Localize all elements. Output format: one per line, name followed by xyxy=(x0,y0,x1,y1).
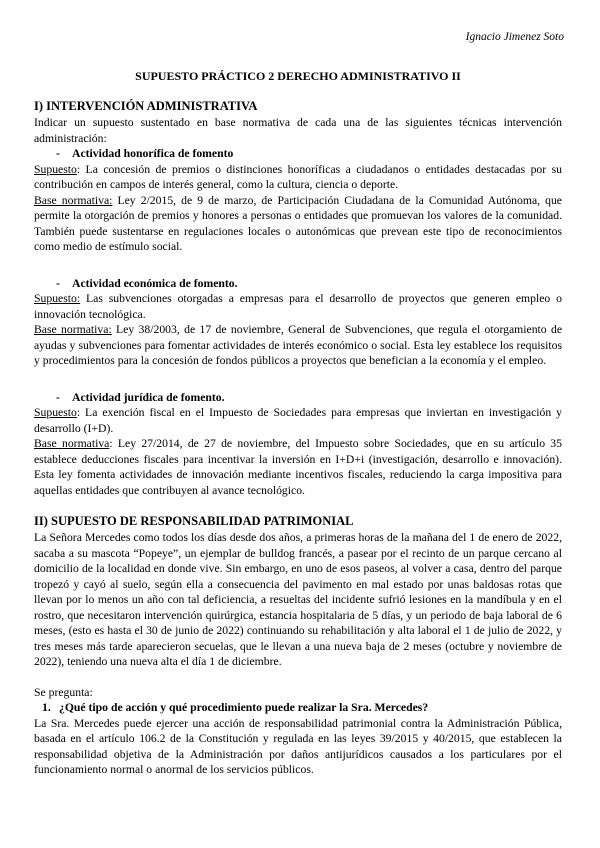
subsection-legal-title xyxy=(34,390,562,406)
question-intro: Se pregunta: xyxy=(34,685,93,699)
bullet-dash: - xyxy=(56,390,60,404)
supuesto-text: : La concesión de premios o distinciones honoríficas a ciudadanos o entidades destacadas por su contribución en campos de interés general, como la cultura, ciencia o deporte. xyxy=(34,162,562,191)
base-normativa-label: Base normativa: xyxy=(34,323,112,336)
supuesto-label: Supuesto xyxy=(34,406,77,419)
author-name: Ignacio Jimenez Soto xyxy=(465,31,564,43)
question-number: 1. xyxy=(42,701,51,714)
base-normativa-label: Base normativa: xyxy=(34,193,113,207)
subsection-title: Actividad económica de fomento. xyxy=(72,276,238,290)
base-normativa-text: : Ley 27/2014, de 27 de noviembre, del Impuesto sobre Sociedades, que en su artículo 35 establece deducciones fiscales para incentivar la inversión en I+D+i (investigación, desarrollo e innovación). Esta ley fomenta actividades de innovación mediante incentivos fiscales, reduciendo la carga impositiva para aquellas entidades que contribuyen al avance tecnológico. xyxy=(34,437,562,497)
supuesto-paragraph xyxy=(34,405,562,436)
supuesto-paragraph xyxy=(34,162,562,193)
case-narrative: La Señora Mercedes como todos los días desde dos años, a primeras horas de la mañana del 1 de enero de 2022, sacaba a su mascota “Popeye”, un ejemplar de bulldog francés, a pasear por el recinto de un parque cercano al domicilio de la localidad en donde vive. Sin embargo, en uno de esos paseos, al volver a casa, dentro del parque tropezó y cayó al suelo, según ella a consecuencia del pavimento en mal estado por unas baldosas rotas que llevan por lo menos un año con tal deficiencia, a resueltas del incidente sufrió lesiones en la mandíbula y en el rostro, que necesitaron intervención quirúrgica, estancia hospitalaria de 5 días, y un periodo de baja laboral de 6 meses, (esto es hasta el 30 de junio de 2022) continuando su rehabilitación y alta laboral el 1 de julio de 2022, y tres meses más tarde aparecieron secuelas, que le llevan a una nueva baja de 2 meses (octubre y noviembre de 2022), teniendo una nueva alta el día 1 de diciembre. xyxy=(34,531,562,668)
document-title: SUPUESTO PRÁCTICO 2 DERECHO ADMINISTRATIVO II xyxy=(135,69,461,83)
supuesto-text: : La exención fiscal en el Impuesto de Sociedades para empresas que inviertan en investigación y desarrollo (I+D). xyxy=(34,406,562,435)
section-1-intro: Indicar un supuesto sustentado en base normativa de cada una de las siguientes técnicas intervención administración: xyxy=(34,116,562,145)
base-normativa-paragraph xyxy=(34,436,562,498)
document-body xyxy=(34,98,562,778)
question-text: ¿Qué tipo de acción y qué procedimiento puede realizar la Sra. Mercedes? xyxy=(59,701,429,714)
supuesto-label: Supuesto: xyxy=(34,292,81,305)
bullet-dash: - xyxy=(56,276,60,290)
answer-1: La Sra. Mercedes puede ejercer una acción de responsabilidad patrimonial contra la Administración Pública, basada en el artículo 106.2 de la Constitución y regulada en las leyes 39/2015 y 40/2015, que establecen la responsabilidad objetiva de la Administración por daños antijurídicos causados a los particulares por el funcionamiento normal o anormal de los servicios públicos. xyxy=(34,716,562,776)
question-1 xyxy=(34,700,562,716)
subsection-title: Actividad jurídica de fomento. xyxy=(72,390,225,404)
subsection-title: Actividad honorífica de fomento xyxy=(72,147,234,160)
subsection-economic-title xyxy=(34,276,562,292)
base-normativa-text: Ley 2/2015, de 9 de marzo, de Participación Ciudadana de la Comunidad Autónoma, que permite la otorgación de premios y honores a personas o entidades que promuevan los valores de la comunidad. También puede sustentarse en regulaciones locales o autonómicas que prevean este tipo de reconocimientos como medio de estímulo social. xyxy=(34,193,562,253)
subsection-honorific-title xyxy=(34,146,562,162)
supuesto-text: Las subvenciones otorgadas a empresas para el desarrollo de proyectos que generen empleo o innovación tecnológica. xyxy=(34,292,562,321)
section-2-heading: II) SUPUESTO DE RESPONSABILIDAD PATRIMONIAL xyxy=(34,514,354,528)
base-normativa-paragraph xyxy=(34,193,562,255)
section-1-heading: I) INTERVENCIÓN ADMINISTRATIVA xyxy=(34,99,258,113)
supuesto-paragraph xyxy=(34,291,562,322)
base-normativa-label: Base normativa xyxy=(34,437,110,450)
bullet-dash: - xyxy=(56,147,60,160)
base-normativa-text: Ley 38/2003, de 17 de noviembre, General de Subvenciones, que regula el otorgamiento de ayudas y subvenciones para fomentar actividades de interés económico o social. Esta ley establece los requisitos y procedimientos para la concesión de fondos públicos a proyectos que benefician a la economía y el empleo. xyxy=(34,323,563,367)
supuesto-label: Supuesto xyxy=(34,162,77,176)
base-normativa-paragraph xyxy=(34,322,562,369)
document-page xyxy=(34,0,562,848)
